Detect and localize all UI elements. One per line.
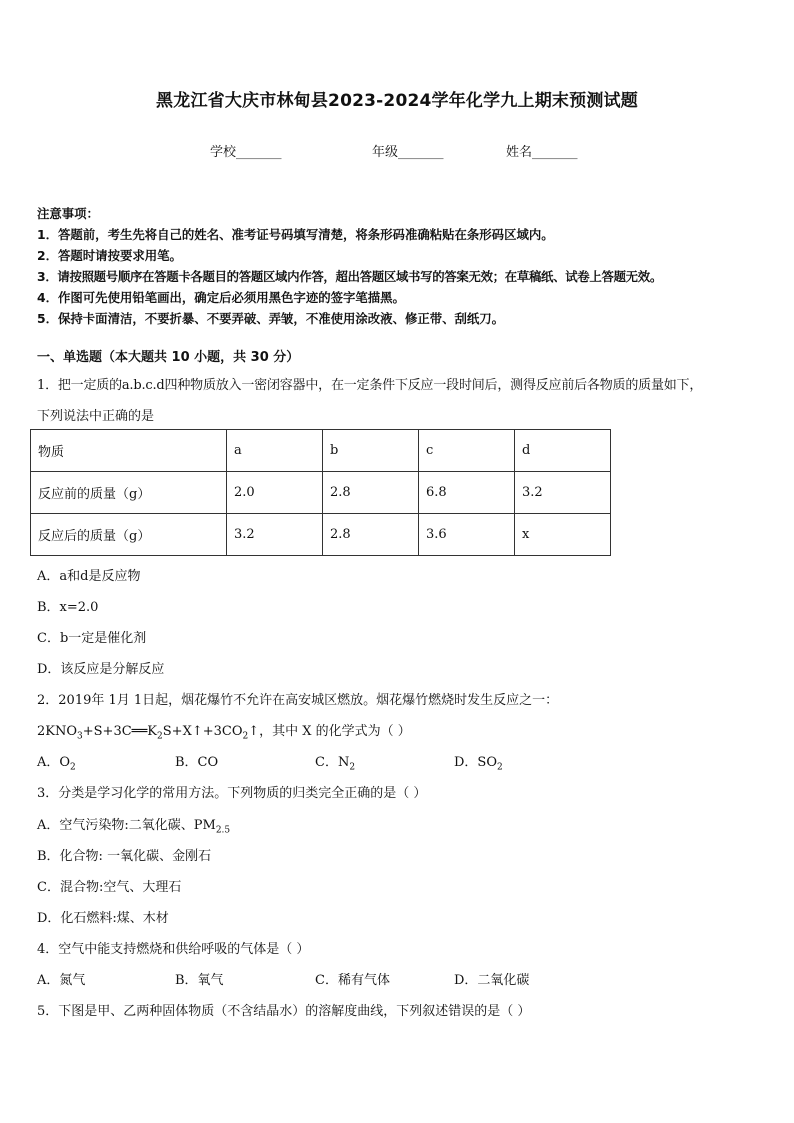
q4-option-c: C．稀有气体 (315, 973, 390, 988)
table-row (31, 472, 611, 514)
note-item: 3．请按照题号顺序在答题卡各题目的答题区域内作答，超出答题区域书写的答案无效；在草稿纸、试卷上答题无效。 (37, 269, 662, 284)
table-cell: 反应后的质量（g） (31, 514, 227, 556)
table-cell: c (419, 430, 515, 472)
table-cell: 2.8 (323, 472, 419, 514)
q3-option-b: B．化合物: 一氧化碳、金刚石 (37, 849, 212, 864)
q2-option-a: A．$O_2$ (37, 755, 76, 773)
notes-block (37, 203, 777, 329)
q2-option-c: C．$N_2$ (315, 755, 356, 773)
q1-option-b: B．x=2.0 (37, 600, 99, 615)
q4-stem: 4．空气中能支持燃烧和供给呼吸的气体是（ ） (37, 942, 310, 957)
table-cell: a (227, 430, 323, 472)
name-field: 姓名_______ (506, 145, 578, 160)
q2-option-b: B．CO (175, 755, 219, 770)
page-title: 黑龙江省大庆市林甸县2023-2024学年化学九上期末预测试题 (156, 91, 638, 111)
q5-stem: 5．下图是甲、乙两种固体物质（不含结晶水）的溶解度曲线，下列叙述错误的是（ ） (37, 1004, 531, 1019)
table-cell: b (323, 430, 419, 472)
q2-equation: $2KNO_3+S+3C══K_2S+X↑+3CO_2↑$，其中 X 的化学式为（ ） (37, 724, 411, 742)
q4-option-d: D．二氧化碳 (454, 973, 530, 988)
q1-option-a: A．a和d是反应物 (37, 569, 141, 584)
note-item: 4．作图可先使用铅笔画出，确定后必须用黑色字迹的签字笔描黑。 (37, 290, 405, 305)
grade-field: 年级_______ (372, 145, 444, 160)
note-item: 2．答题时请按要求用笔。 (37, 248, 182, 263)
table-cell: 反应前的质量（g） (31, 472, 227, 514)
table-header-row (31, 430, 611, 472)
table-cell: 物质 (31, 430, 227, 472)
q1-option-d: D．该反应是分解反应 (37, 662, 165, 677)
school-field: 学校_______ (210, 145, 282, 160)
table-cell: 2.8 (323, 514, 419, 556)
q1-stem-line1: 1．把一定质的a.b.c.d四种物质放入一密闭容器中，在一定条件下反应一段时间后，测得反应前后各物质的质量如下， (37, 378, 703, 393)
table-cell: x (515, 514, 611, 556)
q1-data-table (30, 429, 611, 556)
table-cell: d (515, 430, 611, 472)
q3-stem: 3．分类是学习化学的常用方法。下列物质的归类完全正确的是（ ） (37, 786, 427, 801)
q2-stem-line1: 2．2019年 1月 1日起，烟花爆竹不允许在高安城区燃放。烟花爆竹燃烧时发生反应之一： (37, 693, 559, 708)
q1-stem-line2: 下列说法中正确的是 (37, 409, 155, 424)
table-cell: 6.8 (419, 472, 515, 514)
note-item: 5．保持卡面清洁，不要折暴、不要弄破、弄皱，不准使用涂改液、修正带、刮纸刀。 (37, 311, 505, 326)
table-cell: 3.6 (419, 514, 515, 556)
q3-option-a: A．空气污染物:二氧化碳、$PM_{2.5}$ (37, 818, 231, 836)
q3-option-c: C．混合物:空气、大理石 (37, 880, 182, 895)
q4-option-b: B．氧气 (175, 973, 224, 988)
table-cell: 2.0 (227, 472, 323, 514)
note-item: 1．答题前，考生先将自己的姓名、准考证号码填写清楚，将条形码准确粘贴在条形码区域内。 (37, 227, 554, 242)
notes-heading: 注意事项： (37, 206, 99, 221)
q4-option-a: A．氮气 (37, 973, 86, 988)
q3-option-d: D．化石燃料:煤、木材 (37, 911, 169, 926)
table-cell: 3.2 (515, 472, 611, 514)
q1-option-c: C．b一定是催化剂 (37, 631, 147, 646)
q2-option-d: D．$SO_2$ (454, 755, 503, 773)
table-cell: 3.2 (227, 514, 323, 556)
table-row (31, 514, 611, 556)
section-title: 一、单选题（本大题共 10 小题，共 30 分） (37, 350, 300, 365)
